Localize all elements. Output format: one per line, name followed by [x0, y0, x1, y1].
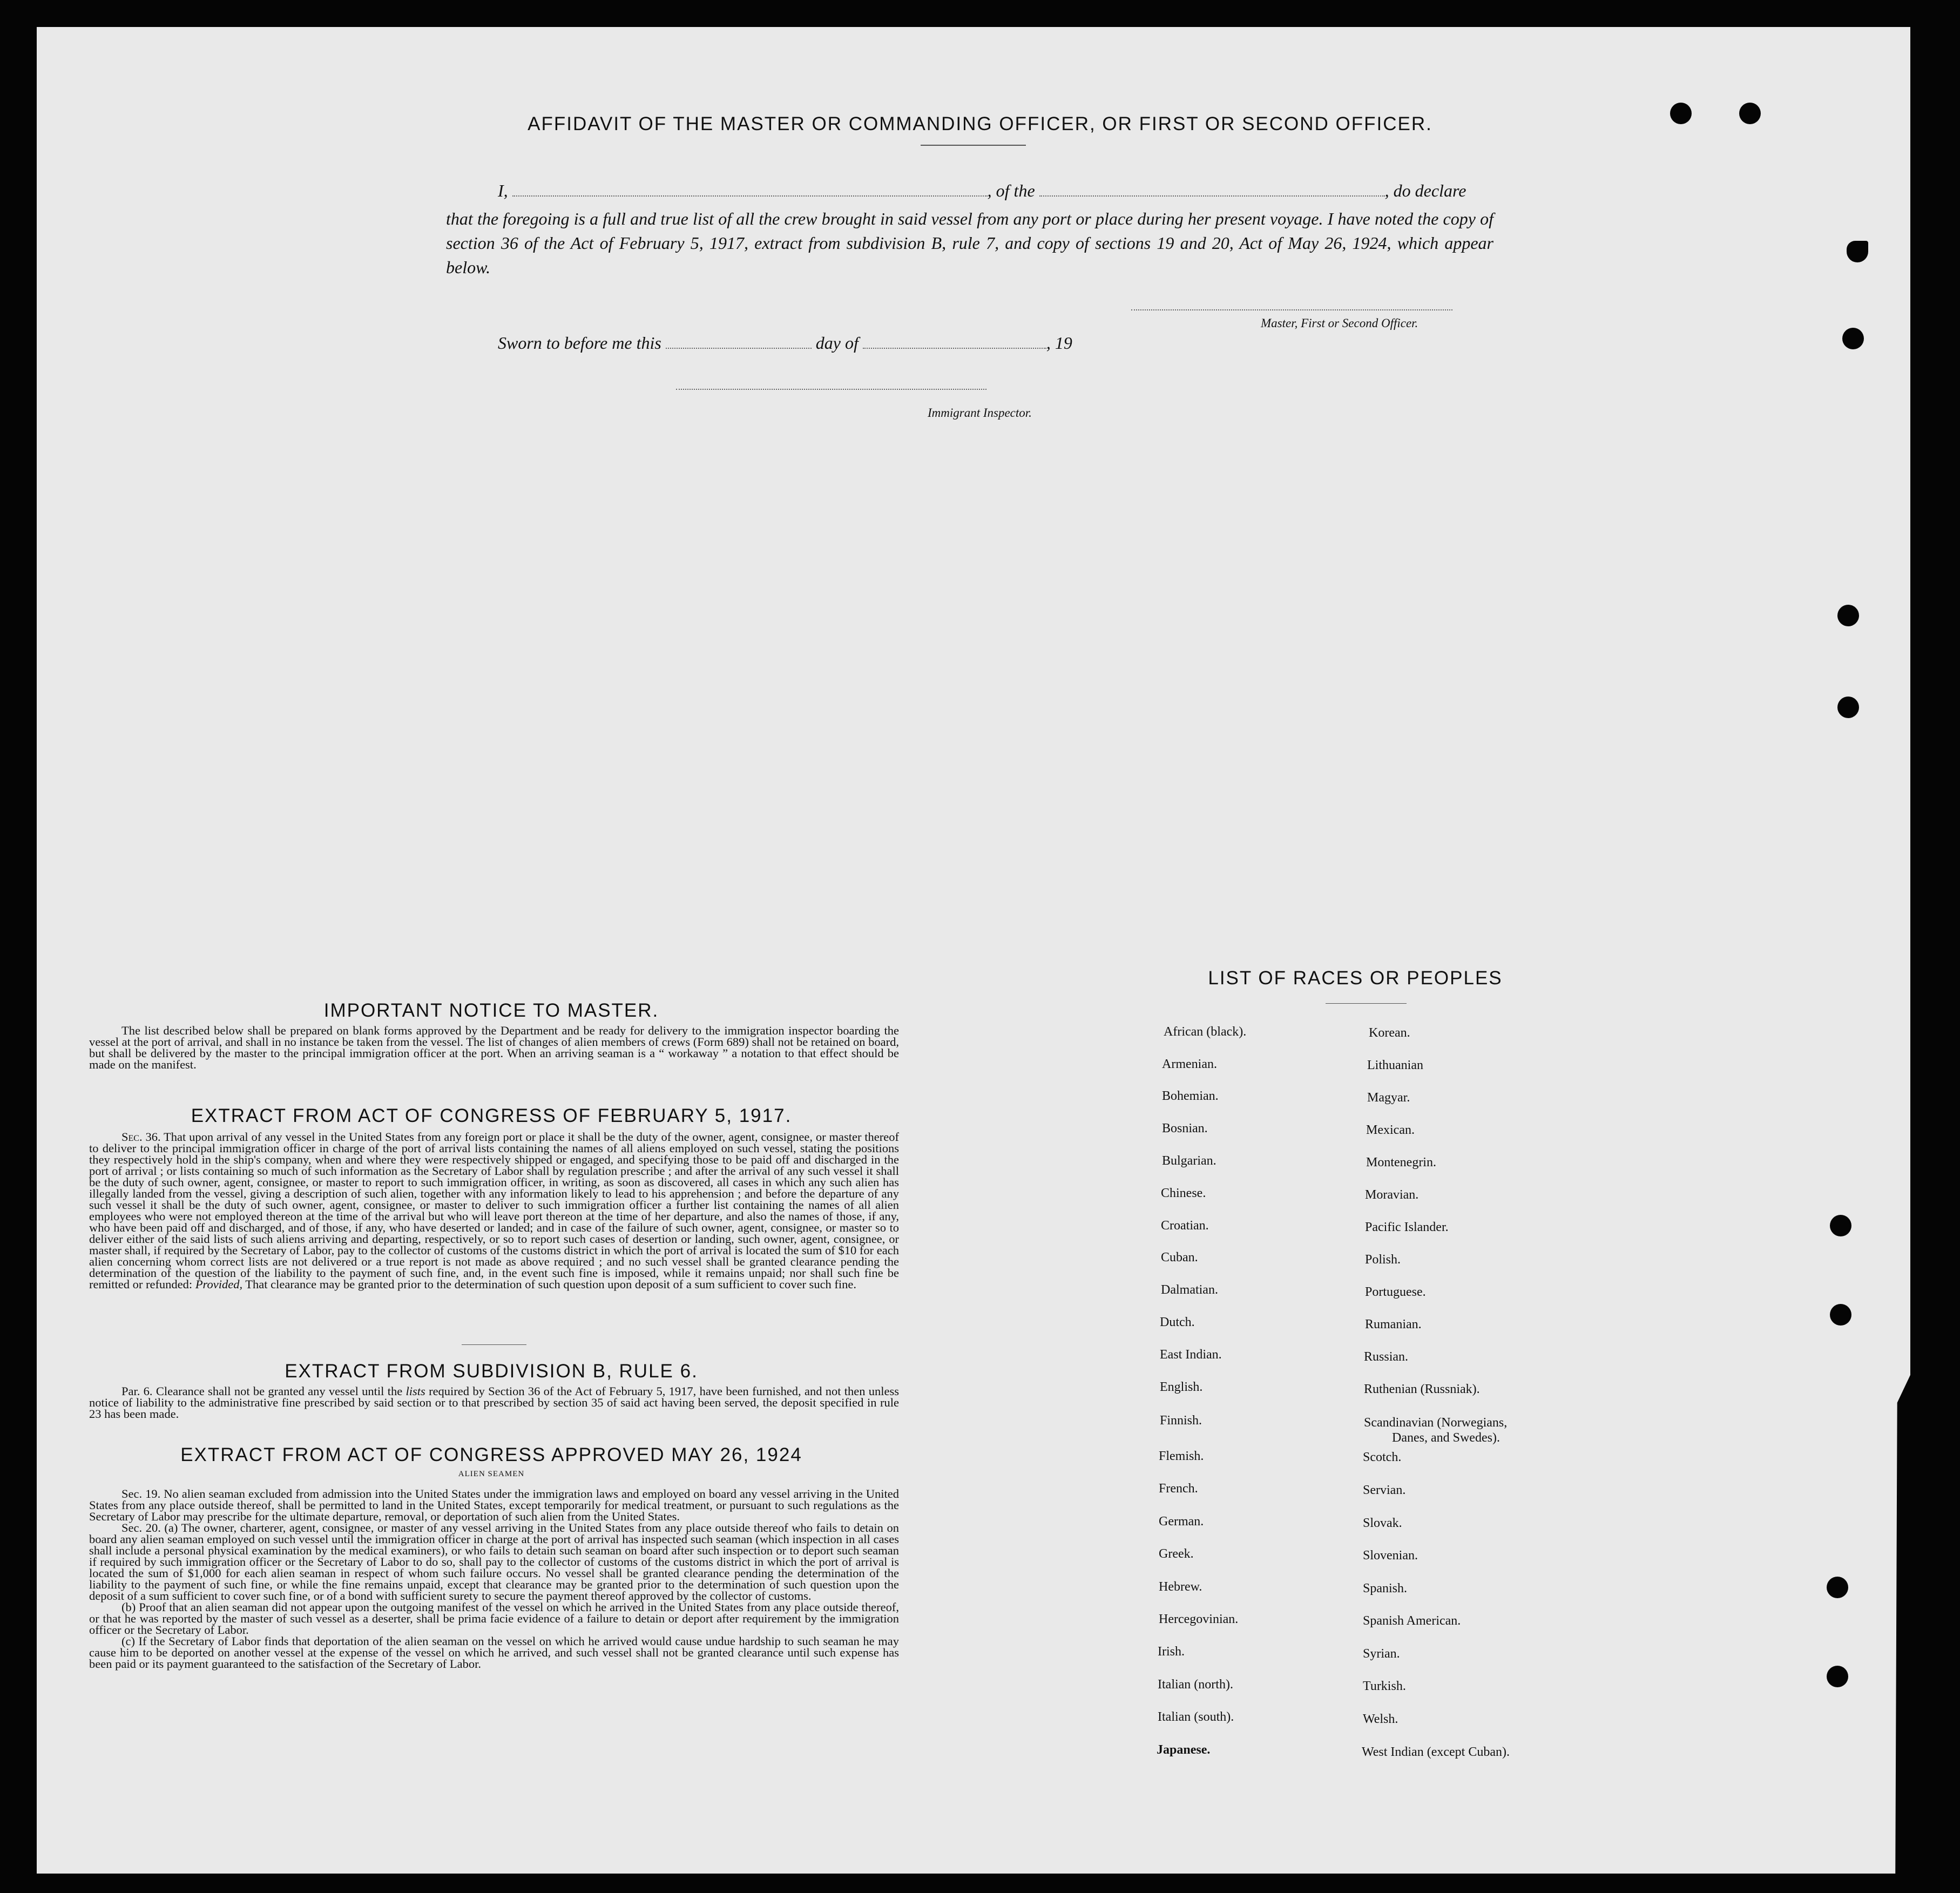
race-item: German.: [1159, 1515, 1204, 1529]
race-item: Spanish American.: [1363, 1614, 1461, 1628]
race-item: Danes, and Swedes).: [1392, 1431, 1500, 1445]
extract-1924-subtitle: ALIEN SEAMEN: [458, 1470, 525, 1478]
race-item: Ruthenian (Russniak).: [1364, 1382, 1480, 1396]
race-item: Japanese.: [1157, 1743, 1211, 1757]
section-36-label: Sec. 36.: [121, 1130, 161, 1144]
proviso-text: That clearance may be granted prior to the determination of such question upon deposit of a sum sufficient to cover such fine.: [245, 1277, 857, 1291]
extract-1924-body: [89, 1488, 899, 1669]
race-item: Magyar.: [1367, 1091, 1410, 1105]
race-item: Montenegrin.: [1366, 1155, 1436, 1169]
par-6-label: Par. 6.: [121, 1384, 153, 1398]
punch-hole: [1670, 103, 1692, 124]
extract-rule6-title: EXTRACT FROM SUBDIVISION B, RULE 6.: [285, 1361, 698, 1382]
punch-hole: [1847, 241, 1868, 262]
race-item: Bosnian.: [1162, 1121, 1208, 1135]
sworn-prefix: Sworn to before me this: [498, 333, 661, 353]
race-item: Flemish.: [1159, 1449, 1204, 1463]
punch-hole: [1827, 1666, 1848, 1687]
sec-20a-text: (a) The owner, charterer, agent, consignee, or master of any vessel arriving in the United States from any place outside thereof who fails to detain on board any alien seaman employed on such vessel until the immigration officer in charge at the port of arrival has inspected such seaman (which inspection in all cases shall include a personal physical examination by the medical examiners), or who fails to detain such seaman on board after such inspection or to deport such seaman if required by such immigration officer or the Secretary of Labor to do so, shall pay to the collector of customs of the customs district in which the port of arrival is located the sum of $1,000 for each alien seaman in respect of whom such failure occurs. No vessel shall be granted clearance pending the determination of the liability to the payment of such fine, or while the fine remains unpaid, except that clearance may be granted prior to the determination of such question upon the deposit of a sum sufficient to cover such fine, or of a bond with sufficient surety to secure the payment thereof approved by the collector of customs.: [89, 1521, 900, 1603]
inspector-label: Immigrant Inspector.: [928, 406, 1032, 420]
notice-title: IMPORTANT NOTICE TO MASTER.: [323, 1000, 659, 1021]
extract-1924-title: EXTRACT FROM ACT OF CONGRESS APPROVED MAY 26, 1924: [180, 1444, 802, 1465]
race-item: Welsh.: [1363, 1712, 1398, 1726]
affidavit-title: AFFIDAVIT OF THE MASTER OR COMMANDING OFFICER, OR FIRST OR SECOND OFFICER.: [528, 113, 1432, 134]
punch-hole: [1842, 328, 1864, 349]
race-item: Mexican.: [1366, 1123, 1415, 1137]
sworn-month-field[interactable]: [863, 348, 1046, 349]
race-item: Russian.: [1364, 1350, 1409, 1364]
race-item: Scotch.: [1363, 1450, 1402, 1464]
races-title: LIST OF RACES OR PEOPLES: [1208, 968, 1503, 989]
rule6-lists-word: lists: [405, 1384, 425, 1398]
master-signature-line[interactable]: [1131, 309, 1452, 310]
sworn-day-label: day of: [815, 333, 859, 353]
extract-1917-body: [89, 1131, 899, 1290]
race-item: Turkish.: [1363, 1679, 1406, 1693]
race-item: Spanish.: [1363, 1581, 1408, 1595]
extract-1917-title: EXTRACT FROM ACT OF CONGRESS OF FEBRUARY 5, 1917.: [191, 1105, 792, 1126]
punch-hole: [1739, 103, 1761, 124]
race-item: Dalmatian.: [1161, 1283, 1218, 1297]
sec-20c-paragraph: (c) If the Secretary of Labor finds that deportation of the alien seaman on the vessel on which he arrived would cause undue hardship to such seaman he may cause him to be deported on another vessel at the expense of the vessel on which he arrived, and such vessel shall not be granted clearance until such expense has been paid or its payment guaranteed to the satisfaction of the Secretary of Labor.: [89, 1634, 899, 1671]
inspector-signature-line[interactable]: [676, 389, 986, 390]
rule6-text-b: required by Section 36 of the Act of February 5, 1917, have been furnished, and not then unless notice of liability to the administrative fine prescribed by said section or to that prescribed by section 35 of said act having been served, the deposit specified in rule 23 has been made.: [89, 1384, 900, 1421]
affidavit-body: that the foregoing is a full and true list of all the crew brought in said vessel from any port or place during her present voyage. I have noted the copy of section 36 of the Act of February 5, 1917, extract from subdivision B, rule 7, and copy of sections 19 and 20, Act of May 26, 1924, which appear below.: [446, 209, 1493, 277]
race-item: Rumanian.: [1365, 1317, 1422, 1331]
race-item: Irish.: [1158, 1645, 1185, 1659]
race-item: Bulgarian.: [1162, 1154, 1216, 1168]
race-item: Dutch.: [1160, 1315, 1195, 1329]
race-item: Pacific Islander.: [1365, 1220, 1449, 1234]
race-item: Scandinavian (Norwegians,: [1364, 1416, 1508, 1430]
declaration-declare-label: , do declare: [1384, 181, 1466, 200]
sec-19-label: Sec. 19.: [121, 1487, 161, 1500]
race-item: Chinese.: [1161, 1186, 1206, 1200]
section-divider: [462, 1344, 526, 1345]
race-item: African (black).: [1164, 1025, 1247, 1039]
punch-hole: [1830, 1304, 1851, 1326]
race-item: Hebrew.: [1159, 1580, 1202, 1594]
race-item: East Indian.: [1160, 1348, 1222, 1362]
race-item: Lithuanian: [1367, 1058, 1423, 1072]
race-item: Finnish.: [1160, 1414, 1202, 1428]
punch-hole: [1837, 605, 1859, 626]
rule6-text-a: Clearance shall not be granted any vessel until the: [156, 1384, 403, 1398]
section-36-text: That upon arrival of any vessel in the United States from any foreign port or place it shall be the duty of the owner, agent, consignee, or master thereof to deliver to the principal immigration officer in charge of the port of arrival lists containing the names of all aliens employed on such vessel, stating the positions they respectively hold in the ship's company, when and where they were respectively shipped or engaged, and specifying those to be paid off and discharged in the port of arrival ; or lists containing so much of such information as the Secretary of Labor shall by regulation prescribe ; and after the arrival of any such vessel it shall be the duty of such owner, agent, consignee, or master to report to such immigration officer, in writing, as soon as discovered, all cases in which any such alien has illegally landed from the vessel, giving a description of such alien, together with any information likely to lead to his apprehension ; and before the departure of any such vessel it shall be the duty of such owner, agent, consignee, or master to deliver to such immigration officer a further list containing the names of all alien employees who were not employed thereon at the time of the arrival but who will leave port thereon at the time of her departure, and also the names of those, if any, who have been paid off and discharged, and of those, if any, who have deserted or landed; and in case of the failure of such owner, agent, consignee, or master so to deliver either of the said lists of such aliens arriving and departing, respectively, or so to report such cases of desertion or landing, such owner, agent, consignee, or master shall, if required by the Secretary of Labor, pay to the collector of customs of the customs district in which the port of arrival is located the sum of $10 for each alien concerning whom correct lists are not delivered or a true report is not made as above required ; and no such vessel shall be granted clearance pending the determination of the question of the liability to the payment of such fine, and, in the event such fine is imposed, while it remains unpaid; nor shall such fine be remitted or refunded:: [89, 1130, 899, 1291]
officer-name-field[interactable]: [512, 195, 988, 197]
race-item: Slovak.: [1363, 1516, 1402, 1530]
race-item: Italian (south).: [1158, 1710, 1234, 1724]
race-item: French.: [1159, 1482, 1198, 1496]
races-title-rule: [1326, 1003, 1407, 1004]
sworn-line: [498, 333, 1072, 353]
declaration-i-label: I,: [498, 181, 508, 200]
affidavit-declaration-line: [498, 181, 1466, 201]
master-signature-label: Master, First or Second Officer.: [1261, 316, 1418, 330]
race-item: Syrian.: [1363, 1647, 1400, 1661]
race-item: Croatian.: [1161, 1219, 1209, 1233]
race-item: Korean.: [1369, 1026, 1410, 1040]
race-item: Armenian.: [1162, 1057, 1217, 1071]
extract-rule6-body: [89, 1385, 899, 1419]
race-item: Portuguese.: [1365, 1285, 1426, 1299]
race-item: Slovenian.: [1363, 1549, 1418, 1563]
race-item: Servian.: [1363, 1483, 1406, 1497]
sec-20b-paragraph: (b) Proof that an alien seaman did not appear upon the outgoing manifest of the vessel on which he arrived in the United States from any place outside thereof, or that he was reported by the master of such vessel as a deserter, shall be prima facie evidence of a failure to detain or deport after requirement by the immigration officer or the Secretary of Labor.: [89, 1600, 899, 1637]
sec-19-text: No alien seaman excluded from admission into the United States under the immigration laws and employed on board any vessel arriving in the United States from any place outside thereof, shall be permitted to land in the United States, except temporarily for medical treatment, or pursuant to such regulations as the Secretary of Labor may prescribe for the ultimate departure, removal, or deportation of such alien from the United States.: [89, 1487, 899, 1523]
race-item: Greek.: [1159, 1547, 1194, 1561]
title-rule: [921, 145, 1026, 146]
punch-hole: [1830, 1215, 1851, 1236]
race-item: Polish.: [1365, 1253, 1401, 1267]
sworn-year-label: , 19: [1046, 333, 1072, 353]
notice-body: The list described below shall be prepared on blank forms approved by the Department and be ready for delivery to the immigration inspector boarding the vessel at the port of arrival, and shall in no instance be taken from the vessel. The list of changes of alien members of crews (Form 689) shall not be retained on board, but shall be delivered by the master to the principal immigration officer at the port. When an arriving seaman is a “ workaway ” a notation to that effect should be made on the manifest.: [89, 1024, 899, 1071]
sec-19-paragraph: [89, 1488, 899, 1522]
proviso-label: Provided,: [195, 1277, 243, 1291]
race-item: Moravian.: [1365, 1188, 1419, 1202]
sworn-day-field[interactable]: [666, 348, 812, 349]
race-item: Hercegovinian.: [1159, 1612, 1239, 1626]
punch-hole: [1827, 1577, 1848, 1598]
vessel-name-field[interactable]: [1039, 195, 1385, 197]
sec-20-label: Sec. 20.: [121, 1521, 161, 1534]
race-item: Italian (north).: [1158, 1678, 1233, 1692]
race-item: West Indian (except Cuban).: [1362, 1745, 1510, 1759]
punch-hole: [1837, 697, 1859, 718]
sec-20a-paragraph: [89, 1522, 899, 1601]
race-item: Bohemian.: [1162, 1089, 1219, 1103]
race-item: Cuban.: [1161, 1250, 1198, 1265]
race-item: English.: [1160, 1380, 1203, 1394]
declaration-of-label: , of the: [987, 181, 1035, 200]
